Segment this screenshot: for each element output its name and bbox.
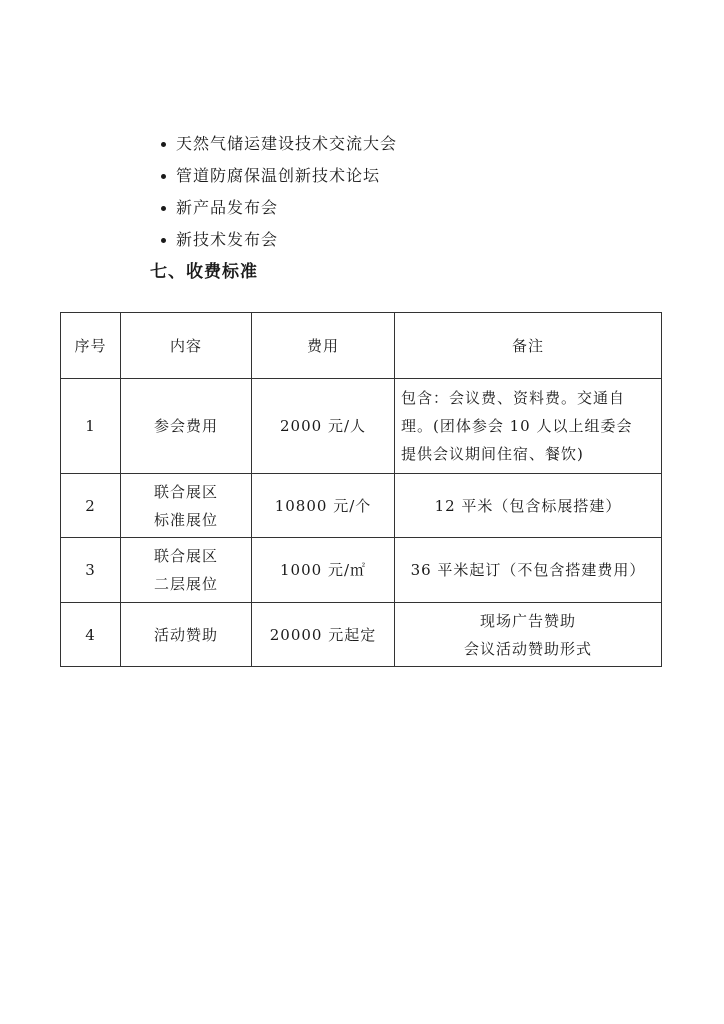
cell-no: 3 bbox=[61, 538, 121, 603]
header-fee: 费用 bbox=[252, 313, 395, 379]
cell-note bbox=[395, 379, 662, 474]
table-row bbox=[61, 474, 662, 538]
cell-note bbox=[395, 538, 662, 603]
cell-content bbox=[121, 474, 252, 538]
note-line: 现场广告赞助 bbox=[479, 611, 576, 630]
cell-content bbox=[121, 603, 252, 667]
content-line: 联合展区 bbox=[153, 547, 218, 565]
bullet-text: 天然气储运建设技术交流大会 bbox=[176, 134, 398, 153]
content-line: 活动赞助 bbox=[153, 625, 218, 644]
bullet-dot-icon bbox=[161, 206, 166, 211]
bullet-dot-icon bbox=[161, 174, 166, 179]
content-line: 参会费用 bbox=[153, 417, 218, 435]
section-title: 七、收费标准 bbox=[150, 262, 258, 282]
cell-content bbox=[121, 538, 252, 603]
bullet-item bbox=[161, 224, 397, 256]
cell-fee: 1000 元/㎡ bbox=[252, 538, 395, 603]
bullet-item bbox=[161, 192, 397, 224]
bullet-text: 新产品发布会 bbox=[176, 198, 279, 217]
header-no: 序号 bbox=[61, 313, 121, 379]
bullet-dot-icon bbox=[161, 238, 166, 243]
note-line: 提供会议期间住宿、餐饮) bbox=[401, 445, 584, 463]
cell-no: 4 bbox=[61, 603, 121, 667]
cell-no: 2 bbox=[61, 474, 121, 538]
table-header-row bbox=[61, 313, 662, 379]
note-line: 包含：会议费、资料费。交通自 bbox=[401, 389, 626, 407]
bullet-dot-icon bbox=[161, 142, 166, 147]
header-content: 内容 bbox=[121, 313, 252, 379]
content-line: 联合展区 bbox=[153, 482, 218, 501]
cell-note bbox=[395, 603, 662, 667]
bullet-text: 新技术发布会 bbox=[176, 230, 279, 249]
cell-note bbox=[395, 474, 662, 538]
note-line: 会议活动赞助形式 bbox=[463, 639, 592, 658]
cell-no: 1 bbox=[61, 379, 121, 474]
bullet-list bbox=[161, 128, 397, 256]
cell-fee: 20000 元起定 bbox=[252, 603, 395, 667]
note-line: 36 平米起订（不包含搭建费用） bbox=[410, 561, 646, 579]
cell-fee: 2000 元/人 bbox=[252, 379, 395, 474]
header-note: 备注 bbox=[395, 313, 662, 379]
note-line: 12 平米（包含标展搭建） bbox=[434, 496, 622, 515]
fee-table bbox=[60, 312, 662, 667]
table-row bbox=[61, 603, 662, 667]
content-line: 标准展位 bbox=[153, 510, 218, 529]
bullet-item bbox=[161, 128, 397, 160]
table-row bbox=[61, 538, 662, 603]
cell-content bbox=[121, 379, 252, 474]
bullet-item bbox=[161, 160, 397, 192]
bullet-text: 管道防腐保温创新技术论坛 bbox=[176, 166, 381, 185]
content-line: 二层展位 bbox=[153, 575, 218, 593]
note-line: 理。(团体参会 10 人以上组委会 bbox=[401, 417, 633, 435]
cell-fee: 10800 元/个 bbox=[252, 474, 395, 538]
table-row bbox=[61, 379, 662, 474]
